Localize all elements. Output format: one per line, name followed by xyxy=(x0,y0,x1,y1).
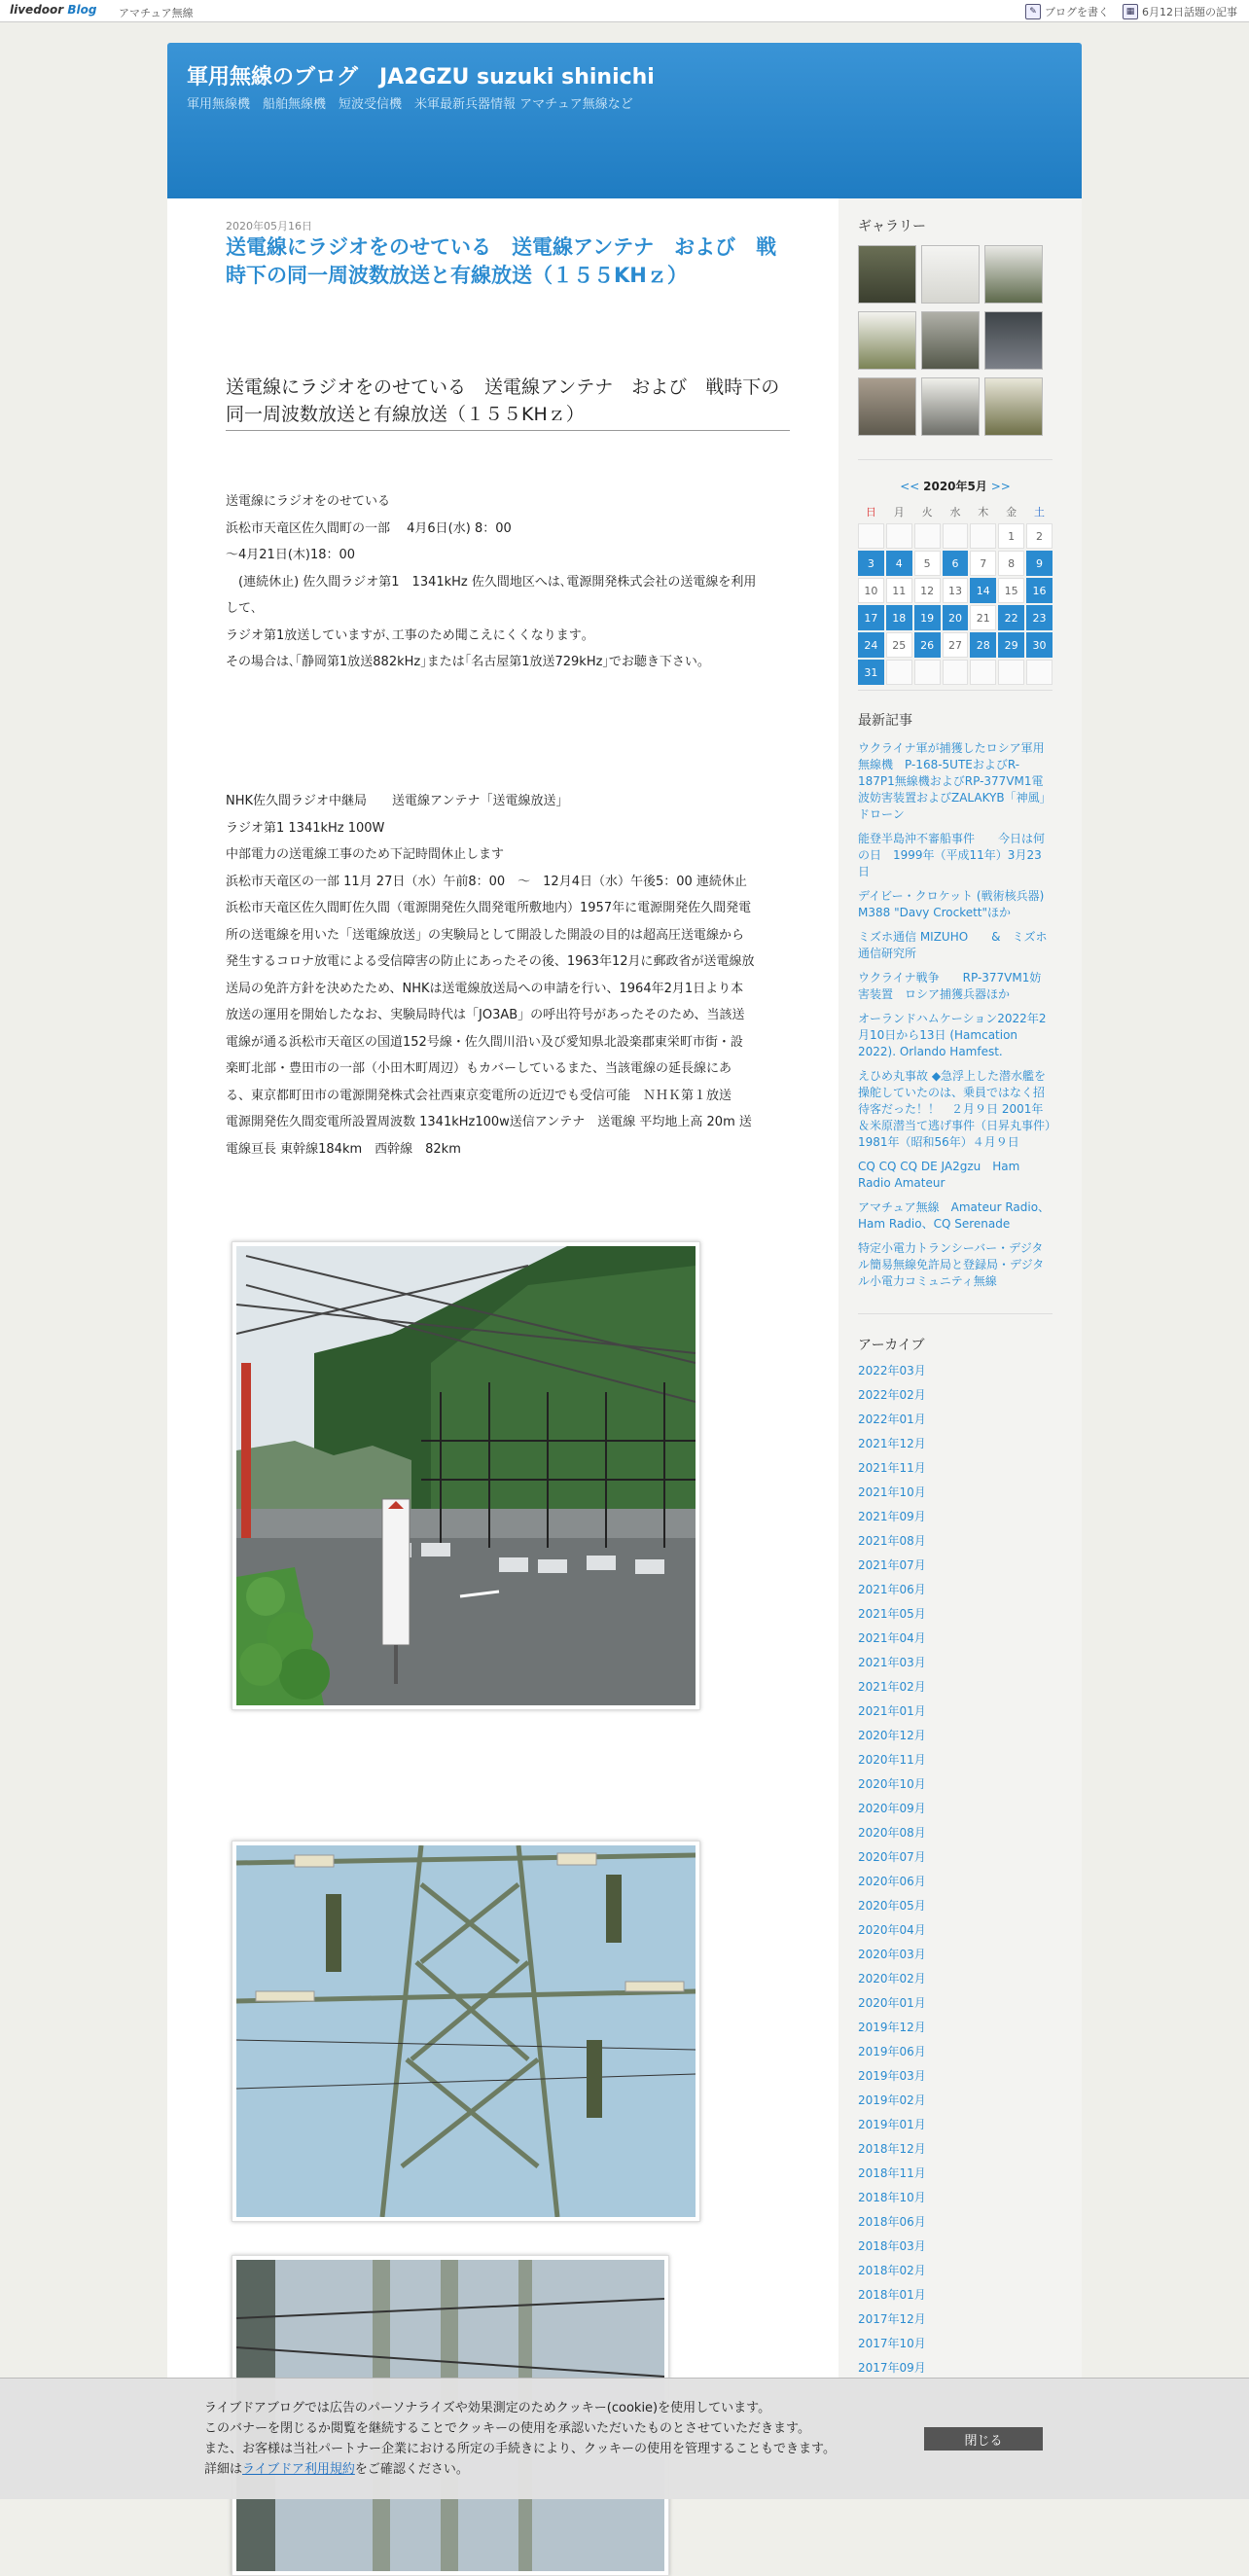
calendar-empty-cell xyxy=(858,523,884,549)
archive-month-link[interactable]: 2021年09月 xyxy=(858,1510,926,1523)
calendar-day-link[interactable]: 9 xyxy=(1026,551,1053,576)
gallery-thumb[interactable] xyxy=(921,377,980,436)
recent-post-link[interactable]: えひめ丸事故 ◆急浮上した潜水艦を操舵していたのは、乗員ではなく招待客だった！！ ２月９日 2001年＆米原潜当て逃げ事件（日昇丸事件）1981年（昭和56年）４月９日 xyxy=(858,1069,1052,1149)
archive-month-link[interactable]: 2018年02月 xyxy=(858,2264,926,2277)
archive-month-link[interactable]: 2021年03月 xyxy=(858,1656,926,1669)
archive-month-link[interactable]: 2020年06月 xyxy=(858,1875,926,1888)
recent-post-link[interactable]: デイビー・クロケット (戦術核兵器) M388 "Davy Crockett"ほか xyxy=(858,889,1045,919)
calendar-weekday: 土 xyxy=(1034,506,1046,519)
calendar-day: 10 xyxy=(858,578,884,603)
livedoor-topbar xyxy=(0,0,1249,22)
post-line: NHK佐久間ラジオ中継局 送電線アンテナ「送電線放送」 xyxy=(226,794,569,808)
terms-link[interactable]: ライブドア利用規約 xyxy=(242,2462,355,2477)
recent-post-link[interactable]: ミズホ通信 MIZUHO & ミズホ通信研究所 xyxy=(858,930,1048,960)
calendar-day-link[interactable]: 24 xyxy=(858,632,884,658)
archive-month-link[interactable]: 2018年10月 xyxy=(858,2191,926,2204)
calendar-empty-cell xyxy=(914,523,941,549)
calendar-day: 2 xyxy=(1026,523,1053,549)
photo-transmission-tower[interactable] xyxy=(232,1841,700,2222)
calendar-empty-cell xyxy=(886,523,912,549)
post-line: 電線が通る浜松市天竜区の国道152号線・佐久間川沿い及び愛知県北設楽郡東栄町市街・設 xyxy=(226,1034,743,1050)
archive-month-link[interactable]: 2022年03月 xyxy=(858,1364,926,1377)
post-line: その場合は､｢静岡第1放送882kHz｣または｢名古屋第1放送729kHz｣でお聴き下さい｡ xyxy=(226,655,704,669)
gallery-thumb[interactable] xyxy=(858,311,916,370)
calendar-day-link[interactable]: 22 xyxy=(998,605,1024,630)
blog-description: 軍用無線機 船舶無線機 短波受信機 米軍最新兵器情報 アマチュア無線など xyxy=(187,97,633,112)
post-line: 楽町北部・豊田市の一部（小田木町周辺）もカバーしているまた、当該電線の延長線にあ xyxy=(226,1061,732,1076)
post-line: ラジオ第1 1341kHz 100W xyxy=(226,820,385,836)
archive-month-link[interactable]: 2019年03月 xyxy=(858,2069,926,2083)
calendar-day: 5 xyxy=(914,551,941,576)
post-line: 電線亘長 東幹線184km 西幹線 82km xyxy=(226,1141,461,1157)
recent-post-link[interactable]: 能登半島沖不審船事件 今日は何の日 1999年（平成11年）3月23日 xyxy=(858,832,1046,878)
recent-post-link[interactable]: ウクライナ軍が捕獲したロシア軍用無線機 P-168-5UTEおよびR-187P1無線機およびRP-377VM1電波妨害装置およびZALAKYB「神風」ドローン xyxy=(858,741,1052,821)
post-line: 浜松市天竜区佐久間町佐久間（電源開発佐久間発電所敷地内）1957年に電源開発佐久間発電 xyxy=(226,901,752,915)
calendar-day-link[interactable]: 30 xyxy=(1026,632,1053,658)
sidebar-divider xyxy=(858,459,1053,460)
calendar-day: 1 xyxy=(998,523,1024,549)
gallery-grid xyxy=(858,245,1053,436)
calendar-day-link[interactable]: 6 xyxy=(943,551,969,576)
calendar-day-link[interactable]: 14 xyxy=(970,578,996,603)
archive-month-link[interactable]: 2018年06月 xyxy=(858,2215,926,2229)
calendar-weekday: 金 xyxy=(1006,506,1017,519)
archive-month-link[interactable]: 2018年11月 xyxy=(858,2166,926,2180)
calendar-day-link[interactable]: 31 xyxy=(858,660,884,685)
recent-post-link[interactable]: ウクライナ戦争 RP-377VM1妨害装置 ロシア捕獲兵器ほか xyxy=(858,971,1042,1001)
calendar-table xyxy=(856,500,1054,687)
calendar-day: 21 xyxy=(970,605,996,630)
calendar-empty-cell xyxy=(886,660,912,685)
post-line: 中部電力の送電線工事のため下記時間休止します xyxy=(226,847,505,862)
recent-post-link[interactable]: CQ CQ CQ DE JA2gzu Ham Radio Amateur xyxy=(858,1160,1020,1190)
post-line: 放送の運用を開始したなお、実験局時代は「JO3AB」の呼出符号があったそのため、当該送 xyxy=(226,1008,745,1022)
sidebar-divider xyxy=(858,690,1053,691)
archive-month-link[interactable]: 2017年12月 xyxy=(858,2312,926,2326)
topic-articles-link[interactable]: ▦ 6月12日話題の記事 xyxy=(1123,4,1237,19)
calendar-day: 27 xyxy=(943,632,969,658)
calendar-day-link[interactable]: 28 xyxy=(970,632,996,658)
post-line: (連続休止) 佐久間ラジオ第1 1341kHz 佐久間地区へは､電源開発株式会社の送電線を利用 xyxy=(226,574,757,590)
gallery-thumb[interactable] xyxy=(984,311,1043,370)
archive-month-link[interactable]: 2021年05月 xyxy=(858,1607,926,1621)
post-line: 電源開発佐久間変電所設置周波数 1341kHz100w送信アンテナ 送電線 平均地上高 20m 送 xyxy=(226,1115,752,1129)
archive-month-link[interactable]: 2020年09月 xyxy=(858,1802,926,1815)
post-line: 送局の免許方針を決めたため、NHKは送電線放送局への申請を行い、1964年2月1日より本 xyxy=(226,981,744,996)
archive-month-link[interactable]: 2021年07月 xyxy=(858,1558,926,1572)
calendar-prev-link[interactable]: << xyxy=(900,480,920,493)
pencil-icon: ✎ xyxy=(1025,4,1041,19)
recent-posts-list xyxy=(858,740,1053,1298)
calendar-day-link[interactable]: 20 xyxy=(943,605,969,630)
archive-month-link[interactable]: 2020年08月 xyxy=(858,1826,926,1840)
post-line: ラジオ第1放送していますが､工事のため聞こえにくくなります｡ xyxy=(226,627,589,643)
archive-list xyxy=(858,1359,1053,2380)
sidebar-divider xyxy=(858,1313,1053,1314)
post-title[interactable]: 送電線にラジオをのせている 送電線アンテナ および 戦時下の同一周波数放送と有線放送（１５５KHｚ） xyxy=(226,235,777,287)
post-line: して､ xyxy=(226,601,258,616)
sidebar xyxy=(839,198,1082,2498)
post-line: 浜松市天竜区の一部 11月 27日（水）午前8：00 ～ 12月4日（水）午後5：00 連続休止 xyxy=(226,874,747,889)
archive-month-link[interactable]: 2020年04月 xyxy=(858,1923,926,1937)
calendar-empty-cell xyxy=(943,523,969,549)
write-blog-link[interactable]: ✎ ブログを書く xyxy=(1025,4,1109,19)
recent-post-link[interactable]: 特定小電力トランシーバー・デジタル簡易無線免許局と登録局・デジタル小電力コミュニティ無線 xyxy=(858,1241,1045,1288)
archive-month-link[interactable]: 2020年11月 xyxy=(858,1753,926,1767)
calendar-day-link[interactable]: 3 xyxy=(858,551,884,576)
archive-month-link[interactable]: 2021年10月 xyxy=(858,1485,926,1499)
calendar-weekday: 日 xyxy=(865,506,876,519)
gallery-thumb[interactable] xyxy=(858,245,916,304)
content-container xyxy=(167,198,1082,2498)
archive-month-link[interactable]: 2017年09月 xyxy=(858,2361,926,2375)
post-line: ～4月21日(木)18：00 xyxy=(226,548,356,562)
calendar-empty-cell xyxy=(1026,660,1053,685)
archive-month-link[interactable]: 2021年04月 xyxy=(858,1631,926,1645)
post-line: 浜松市天竜区佐久間町の一部 4月6日(水) 8：00 xyxy=(226,520,512,536)
calendar xyxy=(858,478,1053,687)
archive-month-link[interactable]: 2019年02月 xyxy=(858,2093,926,2107)
photo-substation[interactable] xyxy=(232,1241,700,1710)
calendar-empty-cell xyxy=(943,660,969,685)
blog-category[interactable]: アマチュア無線 xyxy=(119,7,194,19)
cookie-text: ライブドアブログでは広告のパーソナライズや効果測定のためクッキー(cookie)を使用しています。 このバナーを閉じるか閲覧を継続することでクッキーの使用を承認いただいたものとさせていただきます。 また、お客様は当社パートナー企業における所定の手続きにより、クッキーの使用を管理することもできます。 詳細はライブドア利用規約をご確認ください。 xyxy=(204,2401,836,2477)
post-line: 送電線にラジオをのせている xyxy=(226,494,391,509)
calendar-day-link[interactable]: 4 xyxy=(886,551,912,576)
calendar-day-link[interactable]: 18 xyxy=(886,605,912,630)
substation-image xyxy=(236,1246,696,1705)
archive-month-link[interactable]: 2021年02月 xyxy=(858,1680,926,1694)
archive-month-link[interactable]: 2020年02月 xyxy=(858,1972,926,1986)
calendar-day-link[interactable]: 23 xyxy=(1026,605,1053,630)
archive-month-link[interactable]: 2020年10月 xyxy=(858,1777,926,1791)
archive-month-link[interactable]: 2018年12月 xyxy=(858,2142,926,2156)
archive-month-link[interactable]: 2022年01月 xyxy=(858,1413,926,1426)
calendar-day-link[interactable]: 26 xyxy=(914,632,941,658)
archive-month-link[interactable]: 2020年07月 xyxy=(858,1850,926,1864)
blog-header xyxy=(167,43,1082,198)
archive-month-link[interactable]: 2021年01月 xyxy=(858,1704,926,1718)
cookie-close-button[interactable]: 閉じる xyxy=(924,2427,1043,2451)
calendar-empty-cell xyxy=(970,660,996,685)
gallery-thumb[interactable] xyxy=(921,245,980,304)
archive-month-link[interactable]: 2017年10月 xyxy=(858,2337,926,2350)
gallery-thumb[interactable] xyxy=(921,311,980,370)
gallery-thumb[interactable] xyxy=(984,245,1043,304)
transmission-tower-image xyxy=(236,1845,696,2217)
calendar-icon: ▦ xyxy=(1123,4,1138,19)
archive-month-link[interactable]: 2018年01月 xyxy=(858,2288,926,2302)
calendar-month: 2020年5月 xyxy=(923,480,987,493)
calendar-day: 7 xyxy=(970,551,996,576)
livedoor-blog-logo[interactable]: livedoor Blog xyxy=(10,3,97,17)
gallery-thumb[interactable] xyxy=(858,377,916,436)
calendar-day: 12 xyxy=(914,578,941,603)
archive-month-link[interactable]: 2021年11月 xyxy=(858,1461,926,1475)
calendar-weekday: 木 xyxy=(978,506,989,519)
post-line: 発生するコロナ放電による受信障害の防止にあったその後、1963年12月に郵政省が送電線放 xyxy=(226,954,755,969)
archive-month-link[interactable]: 2022年02月 xyxy=(858,1388,926,1402)
calendar-day-link[interactable]: 19 xyxy=(914,605,941,630)
archive-month-link[interactable]: 2020年12月 xyxy=(858,1729,926,1742)
archive-month-link[interactable]: 2019年12月 xyxy=(858,2021,926,2034)
calendar-weekday: 火 xyxy=(921,506,933,519)
post-paragraph-2 xyxy=(226,788,792,1163)
calendar-empty-cell xyxy=(914,660,941,685)
calendar-day: 15 xyxy=(998,578,1024,603)
gallery-thumb[interactable] xyxy=(984,377,1043,436)
calendar-weekday: 水 xyxy=(949,506,961,519)
post-heading: 送電線にラジオをのせている 送電線アンテナ および 戦時下の同一周波数放送と有線放送（１５５KHｚ） xyxy=(226,374,790,431)
post-line: る、東京都町田市の電源開発株式会社西東京変電所の近辺でも受信可能 ＮＨＫ第１放送 xyxy=(226,1088,732,1103)
calendar-day-link[interactable]: 29 xyxy=(998,632,1024,658)
archive-month-link[interactable]: 2018年03月 xyxy=(858,2239,926,2253)
post-paragraph-1 xyxy=(226,488,792,676)
calendar-day: 8 xyxy=(998,551,1024,576)
gallery-title: ギャラリー xyxy=(858,219,926,234)
calendar-day: 13 xyxy=(943,578,969,603)
cookie-banner xyxy=(0,2378,1249,2499)
post-line: 所の送電線を用いた「送電線放送」の実験局として開設した開設の目的は超高圧送電線から xyxy=(226,927,745,943)
archive-month-link[interactable]: 2020年05月 xyxy=(858,1899,926,1913)
blog-title[interactable]: 軍用無線のブログ JA2GZU suzuki shinichi xyxy=(187,65,655,89)
recent-post-link[interactable]: オーランドハムケーション2022年2月10日から13日 (Hamcation 2022). Orlando Hamfest. xyxy=(858,1012,1047,1058)
archive-month-link[interactable]: 2020年03月 xyxy=(858,1948,926,1961)
archive-month-link[interactable]: 2020年01月 xyxy=(858,1996,926,2010)
calendar-next-link[interactable]: >> xyxy=(990,480,1011,493)
archive-title: アーカイブ xyxy=(858,1338,925,1353)
archive-month-link[interactable]: 2021年06月 xyxy=(858,1583,926,1596)
archive-month-link[interactable]: 2021年12月 xyxy=(858,1437,926,1450)
calendar-empty-cell xyxy=(970,523,996,549)
recent-post-link[interactable]: アマチュア無線 Amateur Radio、Ham Radio、CQ Serenade xyxy=(858,1200,1051,1231)
calendar-empty-cell xyxy=(998,660,1024,685)
calendar-day-link[interactable]: 16 xyxy=(1026,578,1053,603)
calendar-day: 25 xyxy=(886,632,912,658)
calendar-header xyxy=(858,478,1053,494)
recent-posts-title: 最新記事 xyxy=(858,713,912,729)
calendar-day-link[interactable]: 17 xyxy=(858,605,884,630)
calendar-weekday: 月 xyxy=(893,506,905,519)
archive-month-link[interactable]: 2021年08月 xyxy=(858,1534,926,1548)
calendar-day: 11 xyxy=(886,578,912,603)
archive-month-link[interactable]: 2019年01月 xyxy=(858,2118,926,2131)
archive-month-link[interactable]: 2019年06月 xyxy=(858,2045,926,2058)
post-date: 2020年05月16日 xyxy=(226,220,312,233)
